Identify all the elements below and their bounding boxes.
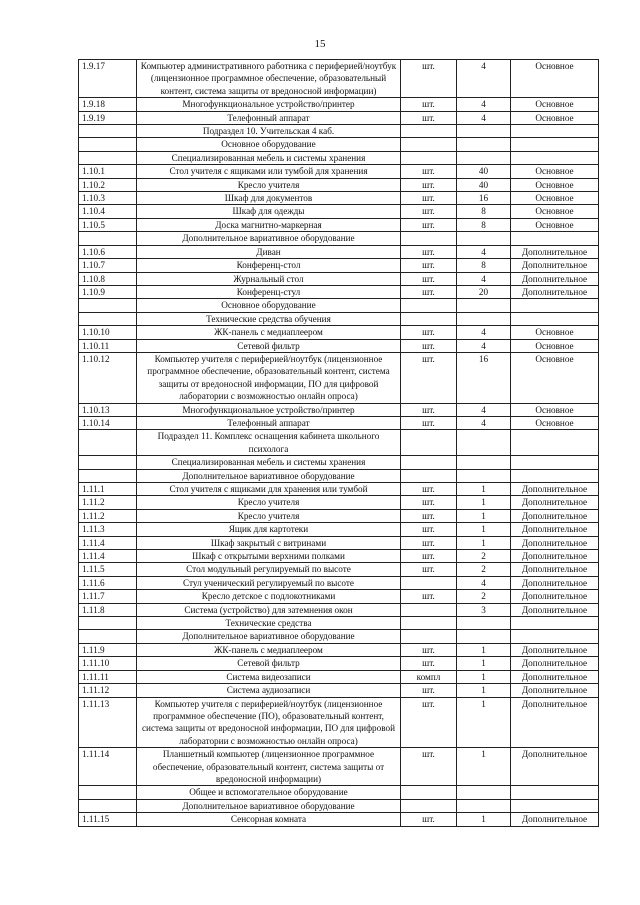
item-name-cell: Шкаф с открытыми верхними полками xyxy=(137,550,401,563)
item-type-cell xyxy=(511,138,599,151)
item-quantity-cell: 4 xyxy=(457,98,511,111)
item-number-cell: 1.11.2 xyxy=(79,496,137,509)
section-header-row xyxy=(79,125,599,138)
item-type-cell: Основное xyxy=(511,98,599,111)
section-header-row xyxy=(79,469,599,482)
table-row xyxy=(79,496,599,509)
item-number-cell: 1.11.1 xyxy=(79,483,137,496)
section-header-row xyxy=(79,312,599,325)
item-name-cell: Телефонный аппарат xyxy=(137,416,401,429)
item-unit-cell: шт. xyxy=(401,178,457,191)
item-unit-cell: шт. xyxy=(401,111,457,124)
item-unit-cell: компл xyxy=(401,670,457,683)
section-header-row xyxy=(79,786,599,799)
page-number: 15 xyxy=(314,38,326,50)
item-type-cell: Дополнительное xyxy=(511,576,599,589)
item-quantity-cell xyxy=(457,799,511,812)
table-row xyxy=(79,111,599,124)
item-quantity-cell xyxy=(457,312,511,325)
section-header-row xyxy=(79,138,599,151)
item-quantity-cell: 40 xyxy=(457,165,511,178)
item-name-cell: ЖК-панель с медиаплеером xyxy=(137,643,401,656)
table-row xyxy=(79,192,599,205)
section-header-row xyxy=(79,630,599,643)
item-type-cell xyxy=(511,299,599,312)
section-header-row xyxy=(79,299,599,312)
item-name-cell: Многофункциональное устройство/принтер xyxy=(137,98,401,111)
item-name-cell: Специализированная мебель и системы хранения xyxy=(137,151,401,164)
item-number-cell: 1.10.10 xyxy=(79,326,137,339)
item-type-cell xyxy=(511,630,599,643)
item-quantity-cell: 3 xyxy=(457,603,511,616)
item-number-cell: 1.10.1 xyxy=(79,165,137,178)
table-row xyxy=(79,245,599,258)
table-row xyxy=(79,218,599,231)
item-type-cell xyxy=(511,799,599,812)
item-name-cell: Шкаф для документов xyxy=(137,192,401,205)
item-type-cell: Основное xyxy=(511,60,599,98)
item-unit-cell xyxy=(401,299,457,312)
section-header-row xyxy=(79,430,599,456)
item-unit-cell: шт. xyxy=(401,285,457,298)
table-row xyxy=(79,285,599,298)
item-number-cell: 1.9.18 xyxy=(79,98,137,111)
item-type-cell: Дополнительное xyxy=(511,603,599,616)
item-quantity-cell: 16 xyxy=(457,192,511,205)
item-unit-cell: шт. xyxy=(401,509,457,522)
item-number-cell: 1.10.13 xyxy=(79,403,137,416)
item-unit-cell: шт. xyxy=(401,98,457,111)
item-type-cell: Основное xyxy=(511,218,599,231)
item-unit-cell: шт. xyxy=(401,483,457,496)
item-type-cell: Дополнительное xyxy=(511,697,599,748)
item-type-cell: Основное xyxy=(511,403,599,416)
item-unit-cell: шт. xyxy=(401,684,457,697)
item-number-cell: 1.11.6 xyxy=(79,576,137,589)
equipment-table xyxy=(78,59,599,827)
item-quantity-cell: 1 xyxy=(457,536,511,549)
item-quantity-cell: 4 xyxy=(457,326,511,339)
item-quantity-cell xyxy=(457,617,511,630)
table-row xyxy=(79,748,599,786)
item-unit-cell: шт. xyxy=(401,60,457,98)
item-type-cell xyxy=(511,456,599,469)
item-name-cell: Сетевой фильтр xyxy=(137,657,401,670)
item-name-cell: Подраздел 11. Комплекс оснащения кабинета школьного психолога xyxy=(137,430,401,456)
table-row xyxy=(79,590,599,603)
item-quantity-cell xyxy=(457,299,511,312)
item-unit-cell xyxy=(401,469,457,482)
item-quantity-cell: 16 xyxy=(457,352,511,403)
item-quantity-cell: 1 xyxy=(457,748,511,786)
item-name-cell: Стол учителя с ящиками или тумбой для хранения xyxy=(137,165,401,178)
item-number-cell: 1.10.9 xyxy=(79,285,137,298)
item-quantity-cell xyxy=(457,232,511,245)
table-row xyxy=(79,509,599,522)
section-header-row xyxy=(79,151,599,164)
item-type-cell: Дополнительное xyxy=(511,523,599,536)
item-quantity-cell: 1 xyxy=(457,523,511,536)
item-type-cell xyxy=(511,430,599,456)
item-unit-cell xyxy=(401,576,457,589)
item-number-cell xyxy=(79,232,137,245)
item-number-cell: 1.11.5 xyxy=(79,563,137,576)
item-quantity-cell: 1 xyxy=(457,509,511,522)
item-quantity-cell xyxy=(457,786,511,799)
table-row xyxy=(79,550,599,563)
table-row xyxy=(79,657,599,670)
item-type-cell: Дополнительное xyxy=(511,657,599,670)
table-row xyxy=(79,483,599,496)
item-name-cell: Кресло учителя xyxy=(137,178,401,191)
item-quantity-cell xyxy=(457,469,511,482)
item-number-cell: 1.10.11 xyxy=(79,339,137,352)
item-name-cell: Технические средства xyxy=(137,617,401,630)
table-row xyxy=(79,272,599,285)
item-name-cell: Компьютер учителя с периферией/ноутбук (лицензионное программное обеспечение (ПО), образовательный контент, система защиты от вредоносной информации, ПО для цифровой лаборатории с возможностью онлайн опроса) xyxy=(137,697,401,748)
item-quantity-cell: 8 xyxy=(457,259,511,272)
item-number-cell xyxy=(79,299,137,312)
item-number-cell xyxy=(79,786,137,799)
table-row xyxy=(79,352,599,403)
item-name-cell: Шкаф для одежды xyxy=(137,205,401,218)
item-unit-cell xyxy=(401,138,457,151)
item-number-cell: 1.11.13 xyxy=(79,697,137,748)
item-number-cell xyxy=(79,430,137,456)
item-name-cell: Система видеозаписи xyxy=(137,670,401,683)
item-unit-cell xyxy=(401,312,457,325)
item-unit-cell: шт. xyxy=(401,326,457,339)
item-name-cell: Планшетный компьютер (лицензионное программное обеспечение, образовательный контент, система защиты от вредоносной информации) xyxy=(137,748,401,786)
item-type-cell: Дополнительное xyxy=(511,670,599,683)
item-name-cell: Система аудиозаписи xyxy=(137,684,401,697)
item-quantity-cell: 1 xyxy=(457,496,511,509)
item-quantity-cell: 4 xyxy=(457,416,511,429)
item-name-cell: Дополнительное вариативное оборудование xyxy=(137,799,401,812)
item-unit-cell xyxy=(401,603,457,616)
item-type-cell: Дополнительное xyxy=(511,496,599,509)
item-name-cell: Основное оборудование xyxy=(137,299,401,312)
item-quantity-cell: 1 xyxy=(457,483,511,496)
item-name-cell: Многофункциональное устройство/принтер xyxy=(137,403,401,416)
item-type-cell: Дополнительное xyxy=(511,748,599,786)
table-row xyxy=(79,697,599,748)
item-quantity-cell: 4 xyxy=(457,245,511,258)
item-unit-cell: шт. xyxy=(401,259,457,272)
item-unit-cell: шт. xyxy=(401,218,457,231)
table-row xyxy=(79,684,599,697)
item-name-cell: Дополнительное вариативное оборудование xyxy=(137,232,401,245)
item-quantity-cell: 1 xyxy=(457,643,511,656)
item-name-cell: Стул ученический регулируемый по высоте xyxy=(137,576,401,589)
item-number-cell xyxy=(79,138,137,151)
item-quantity-cell xyxy=(457,151,511,164)
item-number-cell: 1.10.4 xyxy=(79,205,137,218)
item-unit-cell: шт. xyxy=(401,643,457,656)
item-number-cell: 1.11.4 xyxy=(79,550,137,563)
item-name-cell: Шкаф закрытый с витринами xyxy=(137,536,401,549)
item-number-cell: 1.10.3 xyxy=(79,192,137,205)
item-name-cell: ЖК-панель с медиаплеером xyxy=(137,326,401,339)
item-quantity-cell: 4 xyxy=(457,60,511,98)
item-number-cell: 1.11.15 xyxy=(79,813,137,826)
item-unit-cell: шт. xyxy=(401,339,457,352)
item-unit-cell xyxy=(401,151,457,164)
item-name-cell: Специализированная мебель и системы хранения xyxy=(137,456,401,469)
item-name-cell: Доска магнитно-маркерная xyxy=(137,218,401,231)
item-number-cell xyxy=(79,125,137,138)
item-type-cell: Дополнительное xyxy=(511,813,599,826)
item-number-cell: 1.11.2 xyxy=(79,509,137,522)
item-number-cell xyxy=(79,469,137,482)
table-row xyxy=(79,178,599,191)
item-name-cell: Журнальный стол xyxy=(137,272,401,285)
item-number-cell: 1.9.19 xyxy=(79,111,137,124)
item-name-cell: Дополнительное вариативное оборудование xyxy=(137,469,401,482)
item-unit-cell xyxy=(401,630,457,643)
item-type-cell xyxy=(511,125,599,138)
item-quantity-cell: 4 xyxy=(457,339,511,352)
item-name-cell: Общее и вспомогательное оборудование xyxy=(137,786,401,799)
item-name-cell: Телефонный аппарат xyxy=(137,111,401,124)
item-name-cell: Дополнительное вариативное оборудование xyxy=(137,630,401,643)
item-unit-cell: шт. xyxy=(401,496,457,509)
item-name-cell: Сетевой фильтр xyxy=(137,339,401,352)
table-row xyxy=(79,643,599,656)
item-number-cell: 1.11.10 xyxy=(79,657,137,670)
item-unit-cell xyxy=(401,799,457,812)
table-row xyxy=(79,403,599,416)
item-type-cell: Дополнительное xyxy=(511,285,599,298)
table-row xyxy=(79,165,599,178)
item-quantity-cell: 2 xyxy=(457,590,511,603)
item-name-cell: Подраздел 10. Учительская 4 каб. xyxy=(137,125,401,138)
item-type-cell xyxy=(511,312,599,325)
table-row xyxy=(79,576,599,589)
item-number-cell: 1.11.12 xyxy=(79,684,137,697)
item-number-cell: 1.10.14 xyxy=(79,416,137,429)
table-row xyxy=(79,326,599,339)
item-number-cell: 1.11.14 xyxy=(79,748,137,786)
item-type-cell: Основное xyxy=(511,178,599,191)
item-unit-cell: шт. xyxy=(401,245,457,258)
item-type-cell xyxy=(511,786,599,799)
item-type-cell: Основное xyxy=(511,416,599,429)
item-name-cell: Технические средства обучения xyxy=(137,312,401,325)
item-number-cell: 1.11.8 xyxy=(79,603,137,616)
item-type-cell: Дополнительное xyxy=(511,245,599,258)
item-unit-cell: шт. xyxy=(401,536,457,549)
item-unit-cell: шт. xyxy=(401,697,457,748)
item-type-cell: Основное xyxy=(511,205,599,218)
item-type-cell: Дополнительное xyxy=(511,509,599,522)
section-header-row xyxy=(79,232,599,245)
item-unit-cell xyxy=(401,617,457,630)
item-unit-cell xyxy=(401,430,457,456)
section-header-row xyxy=(79,617,599,630)
item-name-cell: Стол модульный регулируемый по высоте xyxy=(137,563,401,576)
item-name-cell: Система (устройство) для затемнения окон xyxy=(137,603,401,616)
item-type-cell: Основное xyxy=(511,339,599,352)
item-type-cell: Основное xyxy=(511,111,599,124)
item-type-cell: Основное xyxy=(511,352,599,403)
item-name-cell: Сенсорная комната xyxy=(137,813,401,826)
item-quantity-cell xyxy=(457,138,511,151)
item-number-cell xyxy=(79,630,137,643)
item-number-cell: 1.10.12 xyxy=(79,352,137,403)
item-type-cell xyxy=(511,232,599,245)
item-type-cell xyxy=(511,617,599,630)
table-row xyxy=(79,259,599,272)
item-unit-cell xyxy=(401,456,457,469)
table-row xyxy=(79,416,599,429)
item-type-cell: Основное xyxy=(511,326,599,339)
item-unit-cell: шт. xyxy=(401,192,457,205)
item-unit-cell: шт. xyxy=(401,523,457,536)
item-quantity-cell xyxy=(457,630,511,643)
item-number-cell xyxy=(79,456,137,469)
item-number-cell: 1.11.4 xyxy=(79,536,137,549)
item-number-cell xyxy=(79,799,137,812)
item-number-cell: 1.11.9 xyxy=(79,643,137,656)
item-name-cell: Основное оборудование xyxy=(137,138,401,151)
item-quantity-cell: 1 xyxy=(457,657,511,670)
item-name-cell: Компьютер учителя с периферией/ноутбук (лицензионное программное обеспечение, образовательный контент, система защиты от вредоносной информации, ПО для цифровой лаборатории с возможностью онлайн опроса) xyxy=(137,352,401,403)
item-unit-cell: шт. xyxy=(401,590,457,603)
item-unit-cell: шт. xyxy=(401,205,457,218)
item-unit-cell: шт. xyxy=(401,748,457,786)
equipment-table-body xyxy=(79,60,599,827)
item-unit-cell xyxy=(401,125,457,138)
item-type-cell: Дополнительное xyxy=(511,536,599,549)
item-name-cell: Конференц-стул xyxy=(137,285,401,298)
item-quantity-cell: 1 xyxy=(457,684,511,697)
item-unit-cell: шт. xyxy=(401,352,457,403)
item-number-cell: 1.10.5 xyxy=(79,218,137,231)
item-name-cell: Компьютер административного работника с периферией/ноутбук (лицензионное программное обеспечение, образовательный контент, система защиты от вредоносной информации) xyxy=(137,60,401,98)
item-number-cell: 1.10.2 xyxy=(79,178,137,191)
item-unit-cell: шт. xyxy=(401,563,457,576)
section-header-row xyxy=(79,456,599,469)
item-type-cell: Дополнительное xyxy=(511,684,599,697)
item-quantity-cell: 8 xyxy=(457,205,511,218)
item-quantity-cell xyxy=(457,430,511,456)
table-row xyxy=(79,523,599,536)
item-type-cell: Дополнительное xyxy=(511,483,599,496)
table-row xyxy=(79,60,599,98)
item-number-cell: 1.11.11 xyxy=(79,670,137,683)
item-quantity-cell: 20 xyxy=(457,285,511,298)
table-row xyxy=(79,603,599,616)
item-quantity-cell: 2 xyxy=(457,563,511,576)
item-type-cell xyxy=(511,151,599,164)
item-type-cell: Дополнительное xyxy=(511,259,599,272)
item-name-cell: Кресло учителя xyxy=(137,496,401,509)
item-quantity-cell xyxy=(457,125,511,138)
item-type-cell: Основное xyxy=(511,165,599,178)
item-quantity-cell: 4 xyxy=(457,111,511,124)
item-name-cell: Стол учителя с ящиками для хранения или тумбой xyxy=(137,483,401,496)
table-row xyxy=(79,813,599,826)
item-unit-cell: шт. xyxy=(401,813,457,826)
item-type-cell: Дополнительное xyxy=(511,550,599,563)
item-quantity-cell: 40 xyxy=(457,178,511,191)
item-unit-cell: шт. xyxy=(401,550,457,563)
table-row xyxy=(79,536,599,549)
item-unit-cell: шт. xyxy=(401,416,457,429)
item-quantity-cell: 1 xyxy=(457,813,511,826)
item-unit-cell xyxy=(401,232,457,245)
item-quantity-cell: 1 xyxy=(457,697,511,748)
item-number-cell: 1.10.8 xyxy=(79,272,137,285)
item-quantity-cell: 1 xyxy=(457,670,511,683)
table-row xyxy=(79,98,599,111)
table-row xyxy=(79,339,599,352)
item-number-cell: 1.10.6 xyxy=(79,245,137,258)
item-quantity-cell xyxy=(457,456,511,469)
item-number-cell xyxy=(79,151,137,164)
item-unit-cell: шт. xyxy=(401,657,457,670)
item-unit-cell: шт. xyxy=(401,272,457,285)
item-type-cell xyxy=(511,469,599,482)
item-type-cell: Дополнительное xyxy=(511,563,599,576)
item-name-cell: Кресло учителя xyxy=(137,509,401,522)
item-unit-cell: шт. xyxy=(401,165,457,178)
table-row xyxy=(79,205,599,218)
item-name-cell: Диван xyxy=(137,245,401,258)
item-quantity-cell: 2 xyxy=(457,550,511,563)
table-row xyxy=(79,563,599,576)
item-name-cell: Конференц-стол xyxy=(137,259,401,272)
item-number-cell xyxy=(79,312,137,325)
item-name-cell: Ящик для картотеки xyxy=(137,523,401,536)
item-number-cell: 1.11.7 xyxy=(79,590,137,603)
item-quantity-cell: 4 xyxy=(457,403,511,416)
item-number-cell xyxy=(79,617,137,630)
item-unit-cell xyxy=(401,786,457,799)
item-name-cell: Кресло детское с подлокотниками xyxy=(137,590,401,603)
item-quantity-cell: 4 xyxy=(457,576,511,589)
item-unit-cell: шт. xyxy=(401,403,457,416)
item-quantity-cell: 4 xyxy=(457,272,511,285)
item-type-cell: Дополнительное xyxy=(511,272,599,285)
item-type-cell: Основное xyxy=(511,192,599,205)
item-number-cell: 1.10.7 xyxy=(79,259,137,272)
item-type-cell: Дополнительное xyxy=(511,590,599,603)
item-number-cell: 1.11.3 xyxy=(79,523,137,536)
table-row xyxy=(79,670,599,683)
item-quantity-cell: 8 xyxy=(457,218,511,231)
section-header-row xyxy=(79,799,599,812)
item-number-cell: 1.9.17 xyxy=(79,60,137,98)
item-type-cell: Дополнительное xyxy=(511,643,599,656)
